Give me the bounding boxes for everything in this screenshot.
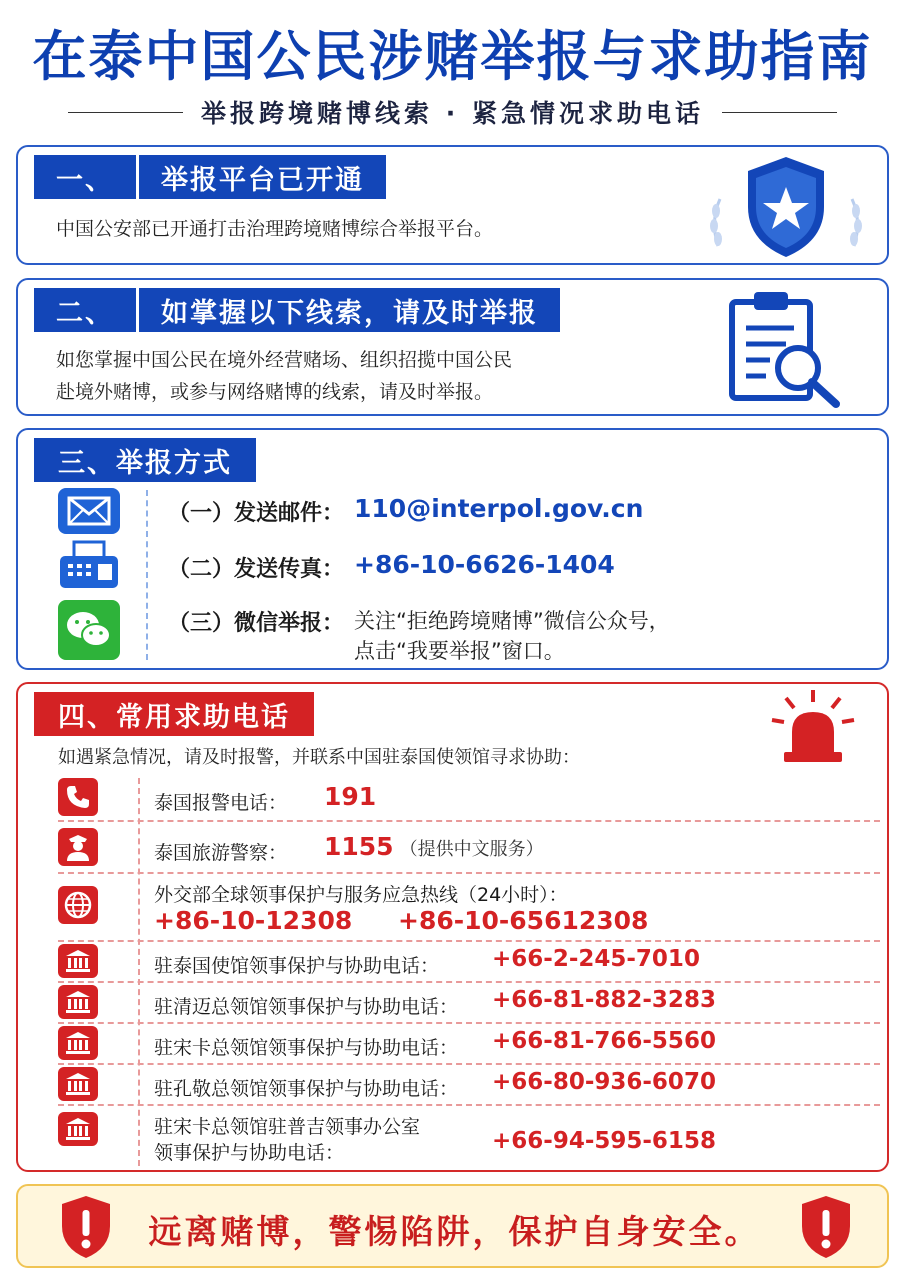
method-wechat-value-line2: 点击“我要举报”窗口。 [354, 639, 565, 663]
siren-icon [768, 686, 858, 766]
hotline-row-khonkaen [58, 1065, 880, 1106]
section3-header [34, 438, 256, 482]
hotline-row-mfa [58, 874, 880, 942]
hotline-police-label: 泰国报警电话： [154, 792, 288, 814]
embassy-icon [58, 944, 98, 978]
hotline-police-number[interactable]: 191 [324, 782, 377, 811]
wechat-icon [58, 600, 120, 660]
section4-header [34, 692, 314, 736]
section-report-methods [16, 428, 889, 670]
section-report-clues [16, 278, 889, 416]
method-email-value[interactable]: 110@interpol.gov.cn [354, 494, 644, 523]
method-fax-label: （二）发送传真： [168, 557, 345, 582]
section-help-hotlines [16, 682, 889, 1172]
hotline-songkhla-label: 驻宋卡总领馆领事保护与协助电话： [154, 1037, 459, 1059]
hotline-tourist-number[interactable]: 1155 [324, 832, 394, 861]
hotline-row-chiangmai [58, 983, 880, 1024]
method-wechat-label: （三）微信举报： [168, 611, 345, 636]
hotline-row-phuket [58, 1106, 880, 1168]
police-officer-icon [58, 828, 98, 866]
hotline-phuket-label-line2: 领事保护与协助电话： [154, 1142, 345, 1164]
hotline-songkhla-number[interactable]: +66-81-766-5560 [492, 1028, 716, 1054]
hotline-phuket-number[interactable]: +66-94-595-6158 [492, 1128, 716, 1154]
section4-intro: 如遇紧急情况，请及时报警，并联系中国驻泰国使领馆寻求协助： [58, 747, 580, 768]
page-title: 在泰中国公民涉赌举报与求助指南 [32, 25, 873, 88]
method-email-label: （一）发送邮件： [168, 501, 345, 526]
warning-shield-icon [798, 1194, 854, 1260]
embassy-icon [58, 1112, 98, 1146]
fax-icon [58, 540, 120, 590]
section2-text-line1: 如您掌握中国公民在境外经营赌场、组织招揽中国公民 [56, 349, 513, 371]
hotline-mfa-label: 外交部全球领事保护与服务应急热线（24小时）： [154, 884, 568, 906]
embassy-icon [58, 985, 98, 1019]
section2-text-line2: 赴境外赌博，或参与网络赌博的线索，请及时举报。 [56, 381, 494, 403]
hotline-chiangmai-number[interactable]: +66-81-882-3283 [492, 987, 716, 1013]
section2-header [34, 288, 560, 332]
hotline-tourist-label: 泰国旅游警察： [154, 842, 288, 864]
hotline-row-songkhla [58, 1024, 880, 1065]
phone-icon [58, 778, 98, 816]
hotline-khonkaen-label: 驻孔敬总领馆领事保护与协助电话： [154, 1078, 459, 1100]
hotline-row-tourist-police [58, 822, 880, 874]
subtitle-row [50, 92, 855, 132]
divider-left [68, 112, 183, 113]
hotline-phuket-label-line1: 驻宋卡总领馆驻普吉领事办公室 [154, 1116, 421, 1138]
hotline-row-embassy [58, 942, 880, 983]
page-subtitle: 举报跨境赌博线索 · 紧急情况求助电话 [201, 99, 704, 128]
divider-right [722, 112, 837, 113]
hotline-embassy-number[interactable]: +66-2-245-7010 [492, 946, 700, 972]
hotline-tourist-number-group [324, 832, 544, 861]
hotline-row-police [58, 776, 880, 822]
section2-heading: 如掌握以下线索，请及时举报 [161, 297, 538, 329]
slogan-text: 远离赌博，警惕陷阱，保护自身安全。 [148, 1212, 761, 1251]
hotline-mfa-number1[interactable]: +86-10-12308 [154, 906, 353, 935]
hotline-embassy-label: 驻泰国使馆领事保护与协助电话： [154, 955, 440, 977]
globe-icon [58, 886, 98, 924]
section-report-platform [16, 145, 889, 265]
section1-header [34, 155, 386, 199]
section2-number: 二、 [34, 288, 139, 332]
embassy-icon [58, 1026, 98, 1060]
police-shield-icon [706, 151, 866, 261]
method-email [168, 496, 643, 527]
section4-heading: 四、常用求助电话 [58, 701, 290, 733]
mail-icon [58, 488, 120, 534]
method-divider [146, 490, 148, 660]
method-fax-value[interactable]: +86-10-6626-1404 [354, 550, 615, 579]
section1-text: 中国公安部已开通打击治理跨境赌博综合举报平台。 [56, 218, 494, 240]
slogan-banner [16, 1184, 889, 1268]
section3-heading: 三、举报方式 [58, 447, 232, 479]
clipboard-search-icon [726, 288, 846, 408]
section1-number: 一、 [34, 155, 139, 199]
hotline-mfa-number2[interactable]: +86-10-65612308 [398, 906, 649, 935]
hotline-khonkaen-number[interactable]: +66-80-936-6070 [492, 1069, 716, 1095]
method-fax [168, 552, 615, 583]
method-wechat-value-line1: 关注“拒绝跨境赌博”微信公众号， [354, 609, 670, 633]
hotline-chiangmai-label: 驻清迈总领馆领事保护与协助电话： [154, 996, 459, 1018]
method-wechat [168, 606, 670, 666]
embassy-icon [58, 1067, 98, 1101]
hotline-tourist-note: （提供中文服务） [399, 839, 544, 860]
section1-heading: 举报平台已开通 [161, 164, 364, 196]
